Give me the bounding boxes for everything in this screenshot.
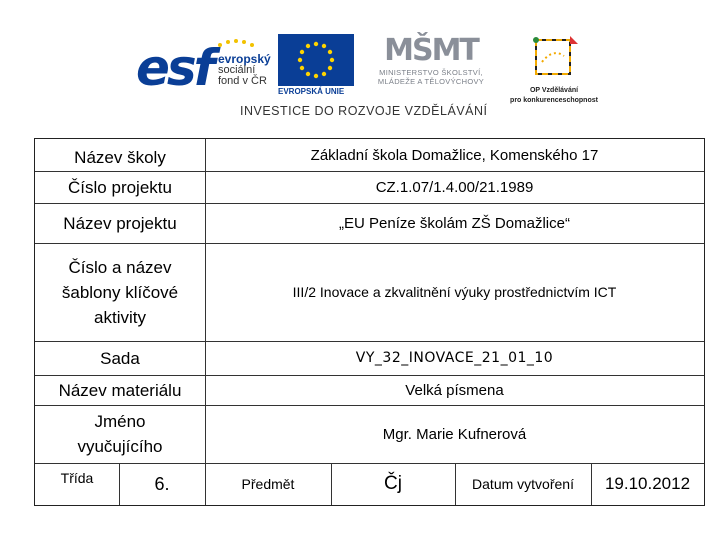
date-created-label: Datum vytvoření	[472, 476, 574, 492]
school-name-value: Základní škola Domažlice, Komenského 17	[310, 146, 599, 164]
teacher-name-label: Jméno vyučujícího	[77, 412, 163, 456]
project-name-label: Název projektu	[63, 213, 177, 233]
eu-logo	[278, 34, 354, 94]
op-caption-line2: pro konkurenceschopnost	[510, 97, 598, 104]
op-emblem-icon	[528, 34, 580, 80]
esf-logo	[136, 34, 272, 96]
set-value: VY_32_INOVACE_21_01_10	[355, 350, 554, 366]
logo-banner	[0, 0, 720, 130]
template-value: III/2 Inovace a zkvalitnění výuky prostřednictvím ICT	[292, 284, 617, 300]
set-label: Sada	[100, 348, 140, 368]
eu-flag-icon	[278, 34, 354, 86]
msmt-caption-line2: MLÁDEŽE A TĚLOVÝCHOVY	[377, 77, 485, 86]
project-name-value: „EU Peníze školám ZŠ Domažlice“	[339, 214, 570, 232]
school-name-label: Název školy	[74, 147, 166, 167]
teacher-name-value: Mgr. Marie Kufnerová	[382, 425, 527, 443]
project-info-table	[34, 138, 705, 506]
project-number-value: CZ.1.07/1.4.00/21.1989	[375, 178, 534, 196]
template-label: Číslo a název šablony klíčové aktivity	[61, 257, 179, 327]
material-name-label: Název materiálu	[58, 380, 182, 400]
investice-tagline: INVESTICE DO ROZVOJE VZDĚLÁVÁNÍ	[240, 104, 488, 118]
date-created-value: 19.10.2012	[604, 474, 691, 493]
esf-caption	[218, 54, 271, 87]
esf-caption-line1: evropský	[218, 52, 271, 66]
msmt-mark: MŠMT	[384, 33, 478, 68]
subject-value: Čj	[384, 473, 402, 494]
msmt-logo	[362, 34, 500, 98]
eu-label: EVROPSKÁ UNIE	[278, 87, 345, 96]
esf-letters: esf	[136, 39, 213, 97]
project-number-label: Číslo projektu	[68, 177, 172, 197]
subject-label: Předmět	[241, 476, 295, 492]
op-caption-line1: OP Vzdělávání	[529, 87, 579, 94]
op-logo	[506, 34, 602, 104]
class-label: Třída	[60, 470, 94, 486]
msmt-caption-line1: MINISTERSTVO ŠKOLSTVÍ,	[379, 68, 483, 77]
esf-caption-line2: sociální	[218, 64, 256, 76]
material-name-value: Velká písmena	[405, 381, 504, 399]
class-value: 6.	[154, 473, 170, 494]
esf-caption-line3: fond v ČR	[218, 75, 267, 87]
